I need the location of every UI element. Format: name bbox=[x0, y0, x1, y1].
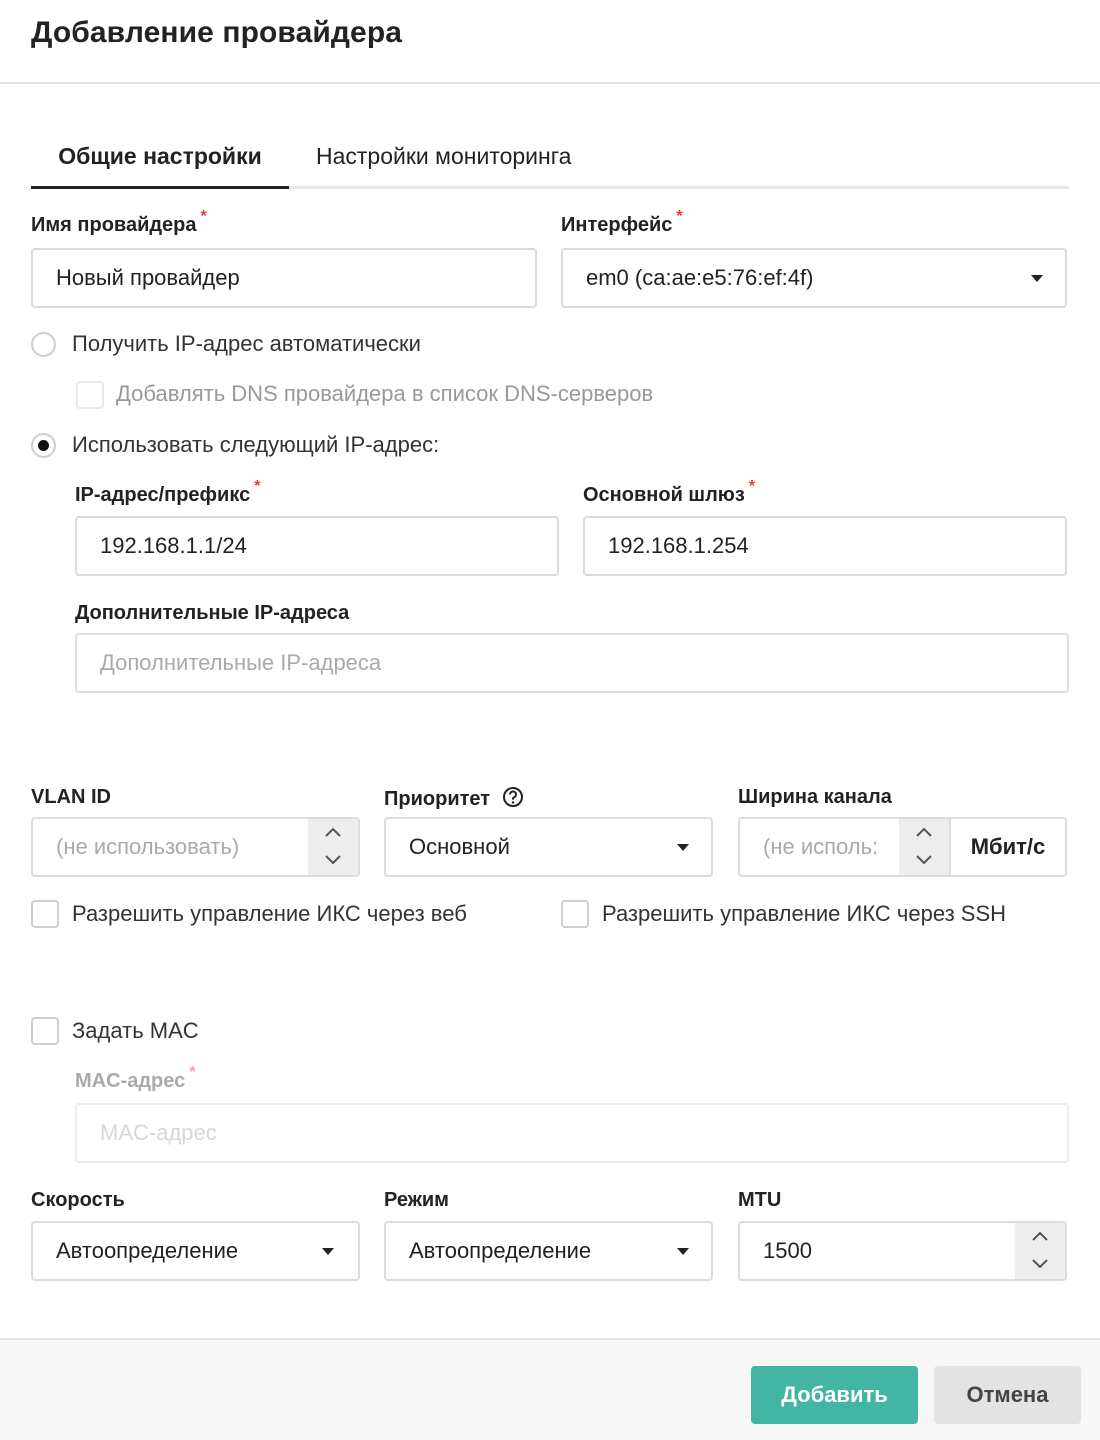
priority-label-text: Приоритет bbox=[384, 788, 491, 810]
ip-prefix-label bbox=[75, 478, 261, 507]
mtu-value: 1500 bbox=[763, 1238, 812, 1263]
speed-label: Скорость bbox=[31, 1189, 125, 1211]
required-mark: * bbox=[676, 208, 683, 225]
tab-bar bbox=[31, 130, 1069, 189]
mode-label: Режим bbox=[384, 1189, 449, 1211]
gateway-input[interactable]: 192.168.1.254 bbox=[583, 516, 1067, 576]
priority-value: Основной bbox=[409, 834, 510, 859]
extra-ips-input[interactable]: Дополнительные IP-адреса bbox=[75, 633, 1069, 693]
caret-down-icon bbox=[677, 1248, 689, 1255]
ip-manual-radio[interactable] bbox=[31, 433, 56, 458]
bandwidth-input[interactable] bbox=[738, 817, 1067, 877]
ip-prefix-label-text: IP-адрес/префикс bbox=[75, 484, 251, 506]
set-mac-label: Задать MAC bbox=[72, 1018, 199, 1043]
vlan-input[interactable] bbox=[31, 817, 360, 877]
bandwidth-placeholder: (не исполь: bbox=[763, 834, 879, 859]
priority-label bbox=[384, 786, 524, 814]
mtu-stepper bbox=[1015, 1223, 1065, 1279]
ip-auto-radio[interactable] bbox=[31, 332, 56, 357]
interface-value: em0 (ca:ae:e5:76:ef:4f) bbox=[586, 265, 814, 290]
mac-label bbox=[75, 1064, 196, 1093]
bandwidth-label: Ширина канала bbox=[738, 786, 892, 808]
required-mark: * bbox=[254, 478, 261, 495]
chevron-down-icon[interactable] bbox=[899, 850, 949, 877]
dns-add-label: Добавлять DNS провайдера в список DNS-серверов bbox=[116, 381, 654, 406]
provider-name-input[interactable]: Новый провайдер bbox=[31, 248, 537, 308]
add-button[interactable]: Добавить bbox=[751, 1366, 918, 1424]
gateway-label bbox=[583, 478, 756, 507]
interface-label-text: Интерфейс bbox=[561, 214, 673, 236]
chevron-up-icon[interactable] bbox=[1015, 1226, 1065, 1254]
interface-label bbox=[561, 208, 683, 237]
bandwidth-unit: Мбит/с bbox=[949, 819, 1065, 875]
cancel-button[interactable]: Отмена bbox=[934, 1366, 1081, 1424]
required-mark: * bbox=[200, 208, 207, 225]
vlan-stepper bbox=[308, 819, 358, 875]
required-mark: * bbox=[748, 478, 756, 495]
mac-label-text: MAC-адрес bbox=[75, 1070, 186, 1092]
tab-general-settings[interactable]: Общие настройки bbox=[31, 130, 289, 189]
dialog-header bbox=[0, 0, 1100, 84]
ssh-manage-checkbox[interactable] bbox=[561, 900, 589, 928]
web-manage-checkbox[interactable] bbox=[31, 900, 59, 928]
bandwidth-stepper bbox=[899, 819, 949, 875]
ip-auto-label: Получить IP-адрес автоматически bbox=[72, 331, 421, 356]
ssh-manage-label: Разрешить управление ИКС через SSH bbox=[602, 901, 1007, 926]
web-manage-label: Разрешить управление ИКС через веб bbox=[72, 901, 467, 926]
speed-value: Автоопределение bbox=[56, 1238, 239, 1263]
chevron-down-icon[interactable] bbox=[308, 850, 358, 877]
caret-down-icon bbox=[677, 844, 689, 851]
provider-name-label-text: Имя провайдера bbox=[31, 214, 197, 236]
provider-name-label bbox=[31, 208, 207, 237]
chevron-up-icon[interactable] bbox=[308, 822, 358, 850]
caret-down-icon bbox=[1031, 275, 1043, 282]
vlan-placeholder: (не использовать) bbox=[56, 834, 240, 859]
chevron-down-icon[interactable] bbox=[1015, 1254, 1065, 1281]
mode-value: Автоопределение bbox=[409, 1238, 592, 1263]
gateway-label-text: Основной шлюз bbox=[583, 484, 745, 506]
interface-select[interactable] bbox=[561, 248, 1067, 308]
dns-add-checkbox[interactable] bbox=[76, 381, 104, 409]
caret-down-icon bbox=[322, 1248, 334, 1255]
ip-prefix-input[interactable]: 192.168.1.1/24 bbox=[75, 516, 559, 576]
dialog-title: Добавление провайдера bbox=[31, 16, 403, 49]
set-mac-checkbox[interactable] bbox=[31, 1017, 59, 1045]
tab-monitoring-settings[interactable]: Настройки мониторинга bbox=[316, 143, 572, 169]
mac-input[interactable]: MAC-адрес bbox=[75, 1103, 1069, 1163]
dialog-footer bbox=[0, 1338, 1100, 1440]
help-icon[interactable] bbox=[502, 786, 524, 814]
extra-ips-label: Дополнительные IP-адреса bbox=[75, 602, 350, 624]
priority-select[interactable] bbox=[384, 817, 713, 877]
mode-select[interactable] bbox=[384, 1221, 713, 1281]
chevron-up-icon[interactable] bbox=[899, 822, 949, 850]
speed-select[interactable] bbox=[31, 1221, 360, 1281]
vlan-label: VLAN ID bbox=[31, 786, 111, 808]
mtu-label: MTU bbox=[738, 1189, 782, 1211]
ip-manual-label: Использовать следующий IP-адрес: bbox=[72, 432, 440, 457]
required-mark: * bbox=[189, 1064, 196, 1081]
mtu-input[interactable] bbox=[738, 1221, 1067, 1281]
